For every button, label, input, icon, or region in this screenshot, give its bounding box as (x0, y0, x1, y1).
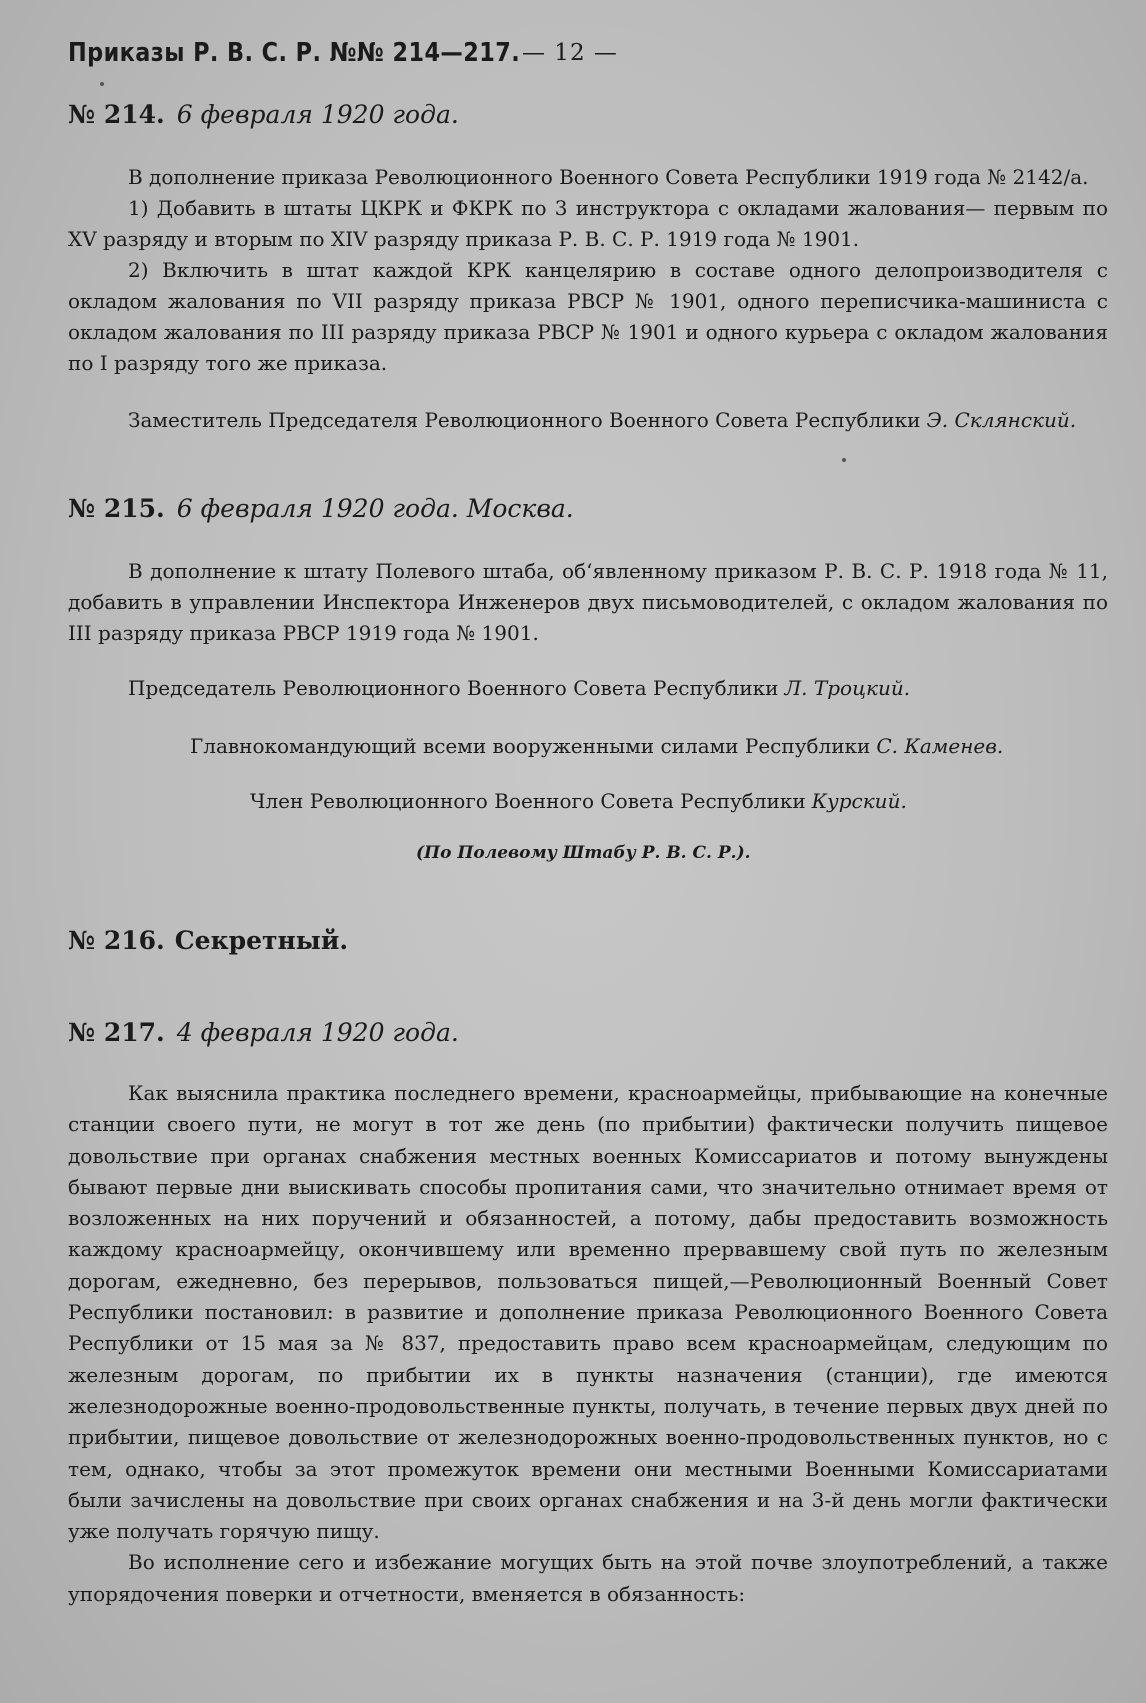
signature-name: Э. Склянский. (926, 408, 1077, 432)
order-215-source-note: (По Полевому Штабу Р. В. С. Р.). (416, 843, 751, 863)
order-217-paragraph-2: Во исполнение сего и избежание могущих быть на этой почве злоупотреблений, а также упорядочения поверки и отчетности, вменяется в обязанность: (68, 1550, 1108, 1606)
order-215-signature-3 (250, 789, 907, 813)
signature-role: Член Революционного Военного Совета Республики (250, 789, 806, 813)
order-214-body (68, 162, 1108, 379)
ink-speck (842, 458, 846, 462)
order-217-number: № 217. (68, 1018, 165, 1047)
page-number: — 12 — (522, 40, 618, 66)
signature-name: Л. Троцкий. (784, 676, 911, 700)
page-header (68, 38, 1108, 78)
order-215-date: 6 февраля 1920 года. Москва. (176, 494, 574, 523)
order-214-number: № 214. (68, 100, 165, 129)
order-215-signature-2 (190, 734, 1003, 758)
order-215-body (68, 556, 1108, 649)
order-214-paragraph-1: В дополнение приказа Революционного Военного Совета Республики 1919 года № 2142/а. (128, 165, 1089, 189)
order-215-paragraph: В дополнение к штату Полевого штаба, об‘явленному приказом Р. В. С. Р. 1918 года № 11, добавить в управлении Инспектора Инженеров двух письмоводителей, с окладом жалования по III разряду приказа РВСР 1919 года № 1901. (68, 559, 1108, 645)
signature-role: Заместитель Председателя Революционного Военного Совета Республики (128, 408, 921, 432)
order-215-signature-1 (128, 676, 910, 700)
order-216-title: Секретный. (174, 926, 349, 955)
order-215-number: № 215. (68, 494, 165, 523)
order-214-date: 6 февраля 1920 года. (176, 100, 459, 129)
order-215-heading (68, 494, 574, 523)
signature-role: Главнокомандующий всеми вооруженными силами Республики (190, 734, 871, 758)
order-217-body (68, 1078, 1108, 1610)
order-217-heading (68, 1018, 459, 1047)
running-title: Приказы Р. В. С. Р. №№ 214—217. (68, 38, 521, 68)
order-214-heading (68, 100, 459, 129)
order-217-date: 4 февраля 1920 года. (176, 1018, 459, 1047)
order-214-signature (128, 408, 1076, 432)
signature-name: Курский. (811, 789, 907, 813)
order-214-paragraph-3: 2) Включить в штат каждой КРК канцелярию в составе одного делопроизводителя с окладом жалования по VII разряду приказа РВСР № 1901, одного переписчика-машиниста с окладом жалования по III разряду приказа РВСР № 1901 и одного курьера с окладом жалования по I разряду того же приказа. (68, 258, 1108, 375)
ink-speck (100, 82, 104, 86)
order-216-heading (68, 926, 348, 955)
order-217-paragraph-1: Как выяснила практика последнего времени, красноармейцы, прибывающие на конечные станции своего пути, не могут в тот же день (по прибытии) фактически получить пищевое довольствие при органах снабжения местных военных Комиссариатов и потому вынуждены бывают первые дни выискивать способы пропитания сами, что значительно отнимает время от возложенных на них поручений и обязанностей, а потому, дабы предоставить возможность каждому красноармейцу, окончившему или временно прервавшему свой путь по железным дорогам, ежедневно, без перерывов, пользоваться пищей,—Революционный Военный Совет Республики постановил: в развитие и дополнение приказа Революционного Военного Совета Республики от 15 мая за № 837, предоставить право всем красноармейцам, следующим по железным дорогам, по прибытии их в пункты назначения (станции), где имеются железнодорожные военно-продовольственные пункты, получать, в течение первых двух дней по прибытии, пищевое довольствие от железнодорожных военно-продовольственных пунктов, но с тем, однако, чтобы за этот промежуток времени они местными Военными Комиссариатами были зачислены на довольствие при своих органах снабжения и на 3-й день могли фактически уже получать горячую пищу. (68, 1081, 1108, 1544)
order-214-paragraph-2: 1) Добавить в штаты ЦКРК и ФКРК по 3 инструктора с окладами жалования— первым по XV разряду и вторым по XIV разряду приказа Р. В. С. Р. 1919 года № 1901. (68, 196, 1108, 251)
signature-name: С. Каменев. (876, 734, 1004, 758)
signature-role: Председатель Революционного Военного Совета Республики (128, 676, 779, 700)
order-216-number: № 216. (68, 926, 165, 955)
